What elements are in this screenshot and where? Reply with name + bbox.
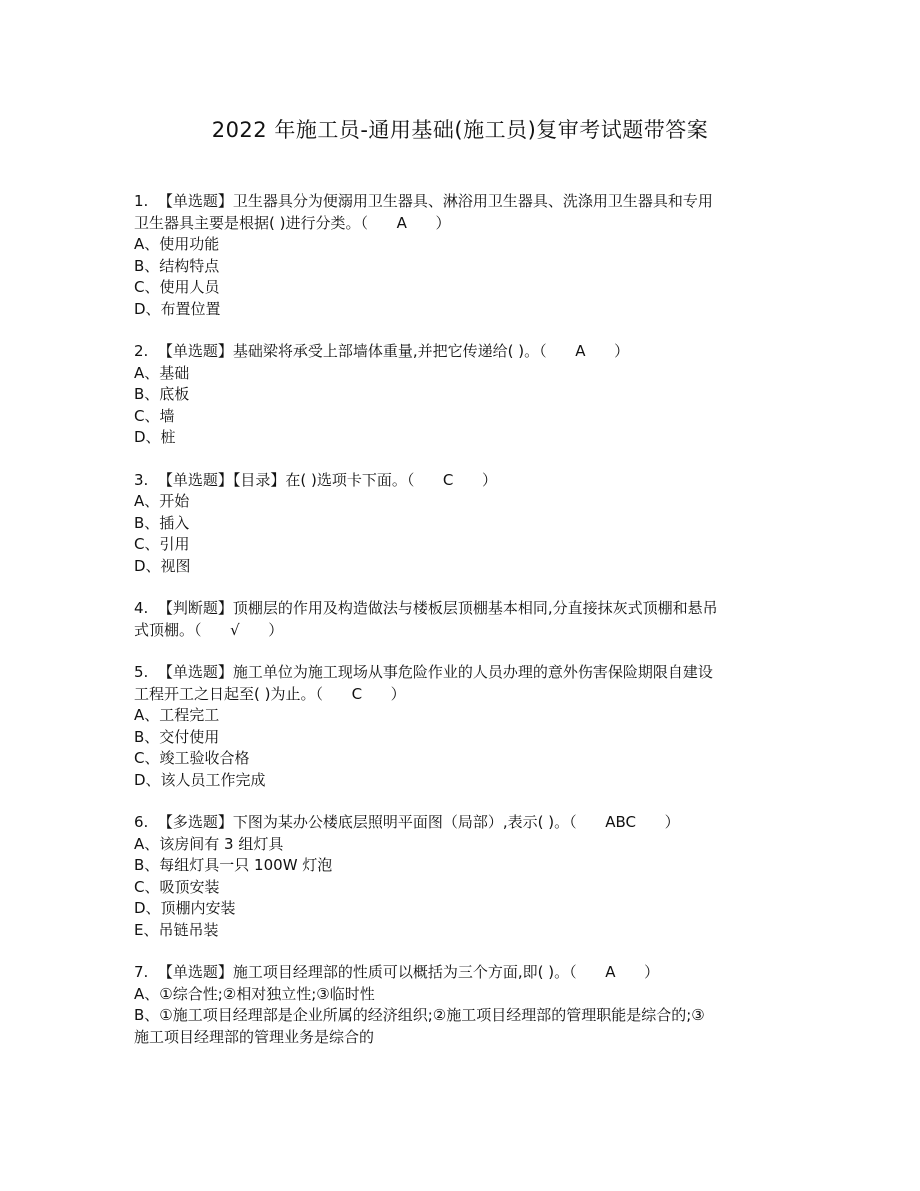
question-stem-line: 7. 【单选题】施工项目经理部的性质可以概括为三个方面,即( )。（ A ）: [134, 963, 660, 981]
question-list: [134, 191, 784, 1069]
answer-option: B、①施工项目经理部是企业所属的经济组织;②施工项目经理部的管理职能是综合的;③: [134, 1006, 705, 1024]
answer-option: D、布置位置: [134, 299, 221, 318]
question-block: [134, 191, 784, 320]
answer-option: C、引用: [134, 535, 190, 553]
question-block: [134, 962, 784, 1048]
answer-option: C、竣工验收合格: [134, 749, 250, 767]
question-stem-line: 4. 【判断题】顶棚层的作用及构造做法与楼板层顶棚基本相同,分直接抹灰式顶棚和悬吊: [134, 599, 718, 617]
question-block: [134, 470, 784, 578]
answer-option: B、结构特点: [134, 256, 220, 275]
question-stem-line: 2. 【单选题】基础梁将承受上部墙体重量,并把它传递给( )。（ A ）: [134, 342, 630, 360]
answer-option: B、每组灯具一只 100W 灯泡: [134, 856, 333, 874]
question-stem-line: 5. 【单选题】施工单位为施工现场从事危险作业的人员办理的意外伤害保险期限自建设: [134, 663, 713, 681]
answer-option: A、工程完工: [134, 706, 220, 724]
question-block: [134, 598, 784, 641]
answer-option: C、吸顶安装: [134, 877, 220, 896]
question-stem-line: 式顶棚。（ √ ）: [134, 620, 284, 639]
question-stem-line: 卫生器具主要是根据( )进行分类。（ A ）: [134, 213, 451, 232]
answer-option: A、该房间有 3 组灯具: [134, 834, 284, 853]
answer-option: E、吊链吊装: [134, 920, 219, 939]
answer-option: D、视图: [134, 556, 191, 575]
answer-option: C、使用人员: [134, 278, 220, 296]
question-stem-line: 3. 【单选题】【目录】在( )选项卡下面。（ C ）: [134, 470, 498, 489]
answer-option: D、桩: [134, 428, 176, 446]
question-stem-line: 1. 【单选题】卫生器具分为便溺用卫生器具、淋浴用卫生器具、洗涤用卫生器具和专用: [134, 192, 713, 210]
document-title: 2022 年施工员-通用基础(施工员)复审考试题带答案: [211, 118, 709, 142]
question-stem-line: 6. 【多选题】下图为某办公楼底层照明平面图（局部）,表示( )。（ ABC ）: [134, 813, 680, 831]
answer-option: 施工项目经理部的管理业务是综合的: [134, 1027, 375, 1046]
question-stem-line: 工程开工之日起至( )为止。（ C ）: [134, 684, 406, 703]
answer-option: C、墙: [134, 406, 175, 425]
answer-option: B、交付使用: [134, 727, 220, 746]
answer-option: A、开始: [134, 492, 190, 510]
answer-option: B、插入: [134, 513, 190, 532]
answer-option: A、使用功能: [134, 235, 220, 253]
question-block: [134, 341, 784, 449]
answer-option: A、①综合性;②相对独立性;③临时性: [134, 984, 375, 1003]
answer-option: D、顶棚内安装: [134, 899, 236, 917]
answer-option: A、基础: [134, 363, 190, 382]
question-block: [134, 662, 784, 791]
answer-option: B、底板: [134, 385, 190, 403]
question-block: [134, 812, 784, 941]
answer-option: D、该人员工作完成: [134, 770, 266, 789]
